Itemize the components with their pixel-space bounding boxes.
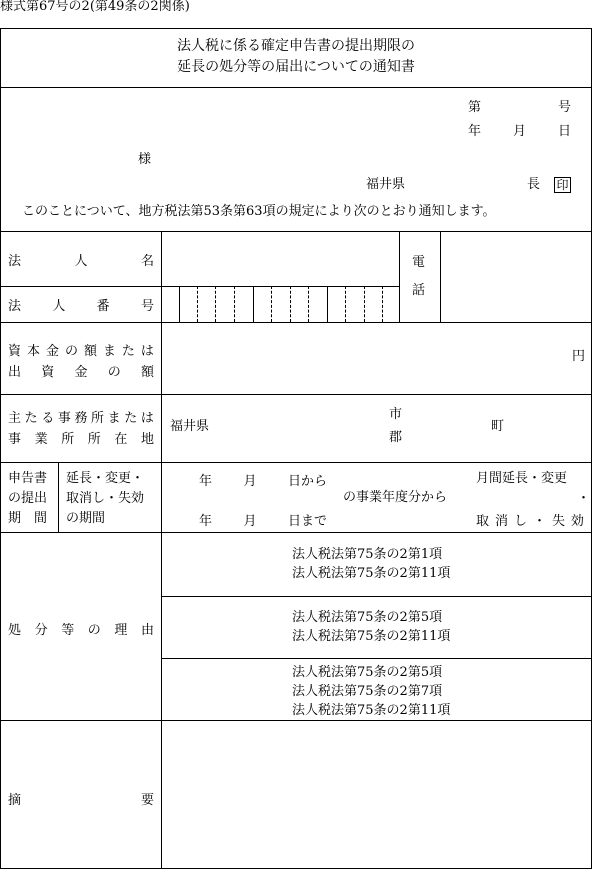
- period-label-b-2: 取消し・失効: [66, 491, 145, 506]
- reason-1-clause-1: 法人税法第75条の2第1項: [292, 547, 443, 562]
- divider: [215, 286, 216, 322]
- corp-name-input[interactable]: [162, 235, 398, 283]
- divider: [161, 596, 592, 597]
- period-label-b-1: 延長・変更・: [66, 471, 145, 486]
- divider: [0, 462, 592, 463]
- period-label-a-3: 期 間: [8, 511, 47, 526]
- period-result-2: 取 消 し ・ 失 効: [476, 514, 584, 529]
- period-to[interactable]: 年 月 日まで: [199, 514, 327, 529]
- divider: [234, 286, 235, 322]
- divider: [399, 231, 400, 322]
- divider: [161, 532, 162, 869]
- reason-2-clause-1: 法人税法第75条の2第5項: [292, 610, 443, 625]
- capital-label-2: 出 資 金 の 額: [8, 365, 154, 380]
- reason-1-clause-2: 法人税法第75条の2第11項: [292, 566, 451, 581]
- reason-group-1[interactable]: [292, 545, 450, 583]
- capital-unit: 円: [572, 349, 586, 364]
- divider: [345, 286, 346, 322]
- document-title: [0, 36, 592, 78]
- reason-label: 処 分 等 の 理 由: [8, 623, 154, 638]
- office-district-suffix: 郡: [389, 430, 403, 445]
- doc-number-field: 第 号: [468, 100, 571, 115]
- divider: [0, 720, 592, 721]
- phone-label-1: 電: [412, 255, 426, 270]
- corp-number-label: 法 人 番 号: [8, 299, 154, 314]
- period-label-a-2: の提出: [8, 491, 48, 506]
- divider: [253, 286, 254, 322]
- office-prefecture: 福井県: [170, 419, 210, 434]
- divider: [197, 286, 198, 322]
- frame-left: [0, 28, 1, 869]
- office-address-input[interactable]: [225, 398, 585, 458]
- period-label-a: [8, 469, 47, 529]
- period-label-b-3: の期間: [66, 511, 106, 526]
- phone-label-2: 話: [412, 283, 426, 298]
- divider: [290, 286, 291, 322]
- divider: [0, 394, 592, 395]
- office-label-1: 主 た る 事 務 所 ま た は: [8, 411, 154, 426]
- divider: [161, 658, 592, 659]
- divider: [327, 286, 328, 322]
- divider: [0, 87, 592, 88]
- phone-input[interactable]: [443, 235, 589, 320]
- official-seal: 印: [554, 177, 571, 193]
- reason-2-clause-2: 法人税法第75条の2第11項: [292, 629, 451, 644]
- issuer-prefecture: 福井県: [366, 177, 406, 192]
- corp-name-label: 法 人 名: [8, 254, 154, 269]
- office-label-2: 事 業 所 所 在 地: [8, 432, 154, 447]
- capital-label-1: 資 本 金 の 額 ま た は: [8, 344, 154, 359]
- addressee-suffix: 様: [138, 152, 152, 167]
- capital-input[interactable]: [163, 326, 563, 390]
- office-city-suffix: 市: [389, 407, 403, 422]
- divider: [179, 286, 180, 322]
- reason-3-clause-2: 法人税法第75条の2第7項: [292, 684, 443, 699]
- divider: [271, 286, 272, 322]
- divider: [0, 532, 592, 533]
- reason-group-3[interactable]: [292, 663, 450, 720]
- period-result-1: 月間延長・変更: [476, 471, 568, 486]
- divider: [0, 322, 592, 323]
- date-field: 年 月 日: [468, 124, 571, 139]
- period-label-a-1: 申告書: [8, 471, 48, 486]
- remarks-label: 摘 要: [8, 793, 154, 808]
- reason-group-2[interactable]: [292, 608, 450, 646]
- title-line-2: 延長の処分等の届出についての通知書: [177, 59, 415, 75]
- form-number-note: 様式第67号の2(第49条の2関係): [0, 0, 190, 14]
- period-result-dot: ・: [577, 491, 591, 506]
- frame-top: [0, 28, 592, 29]
- issuer-title: 長: [527, 177, 541, 192]
- reason-3-clause-1: 法人税法第75条の2第5項: [292, 665, 443, 680]
- title-line-1: 法人税に係る確定申告書の提出期限の: [177, 38, 415, 54]
- period-from[interactable]: 年 月 日から: [199, 474, 327, 489]
- fiscal-year-text: の事業年度分から: [343, 490, 448, 505]
- divider: [364, 286, 365, 322]
- remarks-input[interactable]: [163, 724, 589, 866]
- period-label-b: [66, 469, 144, 529]
- reason-3-clause-3: 法人税法第75条の2第11項: [292, 703, 451, 718]
- divider: [58, 462, 59, 532]
- divider: [382, 286, 383, 322]
- office-town-suffix: 町: [491, 419, 505, 434]
- divider: [0, 286, 399, 287]
- divider: [440, 231, 441, 322]
- divider: [308, 286, 309, 322]
- divider: [0, 231, 592, 232]
- notice-text: このことについて、地方税法第53条第63項の規定により次のとおり通知します。: [22, 204, 496, 219]
